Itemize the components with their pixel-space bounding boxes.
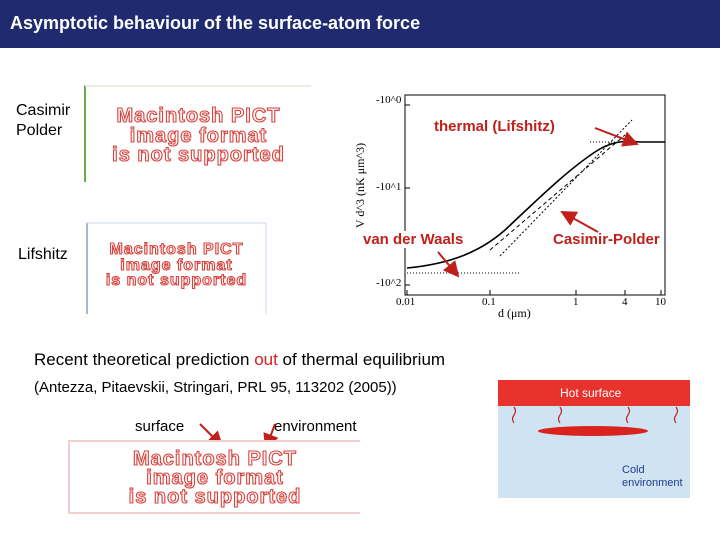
pict-line-2: image format [129, 124, 268, 147]
pict-line-3: is not supported [105, 272, 248, 290]
citation: (Antezza, Pitaevskii, Stringari, PRL 95, 113202 (2005)) [34, 379, 397, 396]
prediction-text: Recent theoretical prediction out of thermal equilibrium [34, 350, 446, 369]
nonequilibrium-diagram [498, 380, 690, 498]
x-tick-label: 1 [573, 296, 579, 308]
heat-radiation-icons [498, 404, 690, 434]
y-axis-label: V d^3 (nK μm^3) [353, 142, 368, 229]
hot-surface-label: Hot surface [560, 386, 622, 400]
pict-placeholder-casimir [84, 85, 311, 182]
pict-line-3: is not supported [112, 144, 285, 167]
y-tick-label: -10^1 [376, 181, 402, 193]
cp-annotation: Casimir-Polder [553, 231, 660, 248]
pict-line-3: is not supported [128, 486, 302, 508]
thermal-arrow [595, 128, 637, 144]
vdw-arrow [438, 252, 458, 276]
x-tick-label: 10 [655, 296, 666, 308]
pict-line-1: Macintosh PICT [109, 241, 244, 258]
pict-line-1: Macintosh PICT [116, 105, 281, 127]
slide-title: Asymptotic behaviour of the surface-atom force [10, 13, 421, 33]
pict-line-2: image format [146, 467, 284, 489]
out-highlight: out [254, 350, 278, 369]
y-tick-label: -10^0 [376, 94, 402, 106]
pict-line-1: Macintosh PICT [132, 448, 297, 470]
lifshitz-curve [407, 141, 665, 268]
environment-label: environment [274, 418, 357, 435]
x-tick-label: 0.1 [482, 296, 496, 308]
pict-placeholder-nonequilibrium [68, 440, 360, 514]
vdw-annotation: van der Waals [363, 231, 464, 248]
surface-label: surface [135, 418, 185, 435]
x-tick-label: 4 [622, 296, 628, 308]
y-tick-label: -10^2 [376, 277, 402, 289]
thermal-annotation: thermal (Lifshitz) [434, 118, 555, 135]
pict-line-2: image format [120, 256, 233, 274]
x-tick-label: 0.01 [396, 296, 416, 308]
cp-arrow [562, 212, 598, 232]
lifshitz-label: Lifshitz [18, 246, 68, 263]
casimir-polder-label: Casimir Polder [16, 102, 71, 139]
pict-placeholder-lifshitz [86, 222, 267, 314]
cold-environment-label: Cold environment [622, 464, 683, 489]
x-axis-label: d (μm) [498, 306, 531, 320]
